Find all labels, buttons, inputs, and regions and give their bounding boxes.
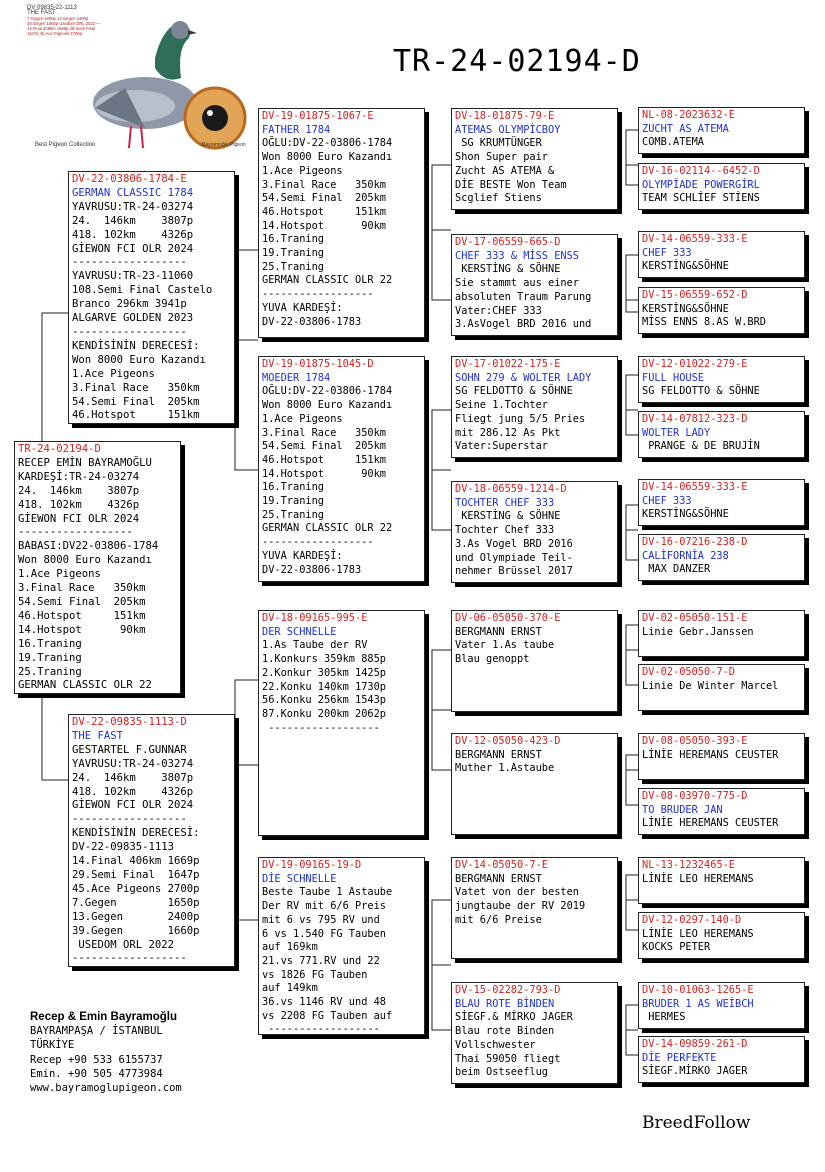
info-line: 19.Traning bbox=[262, 247, 324, 260]
info-line: jungtaube der RV 2019 bbox=[455, 900, 586, 913]
info-line: 3.Final Race 350km bbox=[262, 178, 386, 191]
info-line: 6 vs 1.540 FG Tauben bbox=[262, 927, 386, 940]
info-line: Sie stammt aus einer bbox=[455, 277, 579, 290]
ring-number: DV-18-06559-1214-D bbox=[455, 483, 567, 495]
info-line: Beste Taube 1 Astaube bbox=[262, 886, 393, 899]
ggp-dds-box bbox=[451, 857, 618, 959]
info-line: Thai 59050 fliegt bbox=[455, 1052, 561, 1065]
phone-recep: Recep +90 533 6155737 bbox=[30, 1053, 163, 1066]
info-line: DV-22-03806-1783 bbox=[262, 563, 362, 576]
info-line: DİE BESTE Won Team bbox=[455, 178, 567, 191]
ggp-ddd-box bbox=[451, 982, 618, 1084]
info-line: SG KRUMTÜNGER bbox=[455, 137, 542, 150]
gggp-box-2 bbox=[638, 163, 805, 210]
gggp-box-13 bbox=[638, 857, 805, 904]
info-line: OĞLU:DV-22-03806-1784 bbox=[262, 137, 393, 150]
info-line: Muther 1.Astaube bbox=[455, 762, 555, 775]
info-line: MİSS ENNS 8.AS W.BRD bbox=[642, 316, 766, 329]
ring-number: DV-16-02114--6452-D bbox=[642, 165, 760, 177]
ring-number: DV-08-03970-775-D bbox=[642, 790, 748, 802]
info-line: KENDİSİNİN DERECESİ: bbox=[72, 827, 200, 840]
pigeon-name: ATEMAS OLYMPİCBOY bbox=[455, 123, 561, 136]
info-line: 14.Hotspot 90km bbox=[262, 467, 386, 480]
info-line: mit 6/6 Preise bbox=[455, 913, 542, 926]
breeder-country: TÜRKİYE bbox=[30, 1039, 75, 1052]
ring-number: DV-14-06559-333-E bbox=[642, 233, 748, 245]
info-line: 25.Traning bbox=[18, 665, 82, 678]
ggp-ssd-box bbox=[451, 234, 618, 336]
ring-number: DV-12-0297-140-D bbox=[642, 914, 742, 926]
pigeon-name: BRUDER 1 AS WEİBCH bbox=[642, 997, 754, 1010]
pigeon-name: MOEDER 1784 bbox=[262, 371, 331, 384]
info-line: LİNİE HEREMANS CEUSTER bbox=[642, 748, 779, 761]
info-line: 46.Hotspot 151km bbox=[262, 205, 386, 218]
pigeon-name: FATHER 1784 bbox=[262, 123, 331, 136]
info-line: GİEWON FCI OLR 2024 bbox=[72, 242, 194, 255]
pigeon-name: CHEF 333 bbox=[642, 246, 692, 259]
info-line: BERGMANN ERNST bbox=[455, 625, 542, 638]
info-line: KERSTİNG & SÖHNE bbox=[455, 510, 561, 523]
pigeon-name: DER SCHNELLE bbox=[262, 625, 337, 638]
info-line: vs 2208 FG Tauben auf bbox=[262, 1009, 393, 1022]
info-line: ------------------ bbox=[262, 721, 380, 734]
info-line: 16.Traning bbox=[262, 481, 324, 494]
ggp-sss-box bbox=[451, 108, 618, 210]
pigeon-name: FULL HOUSE bbox=[642, 371, 704, 384]
ring-number: DV-14-09859-261-D bbox=[642, 1038, 748, 1050]
ring-number: DV-14-05050-7-E bbox=[455, 859, 548, 871]
info-line: OĞLU:DV-22-03806-1784 bbox=[262, 385, 393, 398]
info-line: mit 6 vs 795 RV und bbox=[262, 913, 380, 926]
info-line: SİEGF.MİRKO JAGER bbox=[642, 1065, 748, 1078]
info-line: 16.Traning bbox=[262, 233, 324, 246]
ggp-sds-box bbox=[451, 356, 618, 458]
ring-number: DV-22-03806-1784-E bbox=[72, 173, 187, 185]
ring-number: DV-06-05050-370-E bbox=[455, 612, 561, 624]
info-line: Vollschwester bbox=[455, 1038, 536, 1051]
sire-box bbox=[68, 171, 235, 424]
info-line: DV-22-03806-1783 bbox=[262, 315, 362, 328]
info-line: Der RV mit 6/6 Preis bbox=[262, 900, 386, 913]
info-line: PRANGE & DE BRUJİN bbox=[642, 440, 760, 453]
gggp-box-4 bbox=[638, 287, 805, 334]
info-line: SİEGF.& MİRKO JAGER bbox=[455, 1011, 573, 1024]
info-line: 7.Gegen 1650p bbox=[72, 896, 200, 909]
pigeon-name: OLYMPİADE POWERGİRL bbox=[642, 178, 760, 191]
website-link[interactable]: www.bayramoglupigeon.com bbox=[30, 1082, 182, 1095]
ring-number: DV-02-05050-7-D bbox=[642, 666, 735, 678]
ring-number: DV-02-05050-151-E bbox=[642, 612, 748, 624]
info-line: KERSTİNG&SÖHNE bbox=[642, 302, 729, 315]
right-logo: Bayramoğlu Pigeon bbox=[202, 142, 246, 148]
gggp-box-7 bbox=[638, 479, 805, 526]
pigeon-name: THE FAST bbox=[72, 729, 124, 742]
dam-dam-box bbox=[258, 857, 425, 1035]
info-line: ------------------ bbox=[262, 1023, 380, 1035]
info-line: COMB.ATEMA bbox=[642, 136, 704, 149]
info-line: 1.Ace Pigeons bbox=[72, 367, 155, 380]
gggp-box-9 bbox=[638, 610, 805, 657]
pigeon-name: TOCHTER CHEF 333 bbox=[455, 496, 555, 509]
pigeon-name: SOHN 279 & WOLTER LADY bbox=[455, 371, 592, 384]
ring-number: DV-19-01875-1067-E bbox=[262, 110, 374, 122]
phone-emin: Emin. +90 505 4773984 bbox=[30, 1067, 163, 1080]
pigeon-name: WOLTER LADY bbox=[642, 426, 711, 439]
info-line: 54.Semi Final 205km bbox=[262, 440, 386, 453]
ring-number: DV-22-09835-1113-D bbox=[72, 716, 187, 728]
info-line: Scglief Stiens bbox=[455, 192, 542, 205]
info-line: USEDOM ORL 2022 bbox=[72, 938, 175, 951]
gggp-box-12 bbox=[638, 788, 805, 835]
ring-number: DV-16-07216-238-D bbox=[642, 536, 748, 548]
info-line: 36.vs 1146 RV und 48 bbox=[262, 996, 386, 1009]
photo-caption-text: DV 09835-22-1113 THE FAST 7.Gegen 1650p 13.Gegen 2400p 39.Gegen 1660p Usedom ORL 2022 — 14.Final 406km 1669p 29.Semi Final 1647p 45.Ace Pigeons 2700p bbox=[27, 5, 101, 36]
info-line: HERMES bbox=[642, 1011, 686, 1024]
info-line: KOCKS PETER bbox=[642, 941, 711, 954]
info-line: Tochter Chef 333 bbox=[455, 524, 555, 537]
ggp-dss-box bbox=[451, 610, 618, 712]
info-line: 46.Hotspot 151km bbox=[262, 453, 386, 466]
dam-box bbox=[68, 714, 235, 967]
gggp-box-5 bbox=[638, 356, 805, 403]
pigeon-photo bbox=[85, 8, 265, 158]
pigeon-name: CHEF 333 bbox=[642, 494, 692, 507]
info-line: 56.Konku 256km 1543p bbox=[262, 694, 386, 707]
gggp-box-6 bbox=[638, 411, 805, 458]
ring-number: NL-13-1232465-E bbox=[642, 859, 735, 871]
info-line: ------------------ bbox=[262, 288, 374, 301]
info-line: GESTARTEL F.GUNNAR bbox=[72, 743, 187, 756]
info-line: vs 1826 FG Tauben bbox=[262, 968, 368, 981]
gggp-box-15 bbox=[638, 982, 805, 1029]
pigeon-name: TO BRUDER JAN bbox=[642, 803, 723, 816]
info-line: 2.Konkur 305km 1425p bbox=[262, 666, 386, 679]
info-line: 3.Final Race 350km bbox=[72, 381, 200, 394]
info-line: 1.Ace Pigeons bbox=[262, 164, 343, 177]
ring-number: DV-17-01022-175-E bbox=[455, 358, 561, 370]
info-line: ------------------ bbox=[72, 325, 187, 338]
info-line: auf 169km bbox=[262, 941, 318, 954]
info-line: ------------------ bbox=[72, 813, 187, 826]
info-line: LİNİE HEREMANS CEUSTER bbox=[642, 817, 779, 830]
pigeon-name: ZUCHT AS ATEMA bbox=[642, 122, 729, 135]
info-line: 21.vs 771.RV und 22 bbox=[262, 954, 380, 967]
info-line: 39.Gegen 1660p bbox=[72, 924, 200, 937]
info-line: Branco 296km 3941p bbox=[72, 298, 187, 311]
info-line: Linie Gebr.Janssen bbox=[642, 625, 754, 638]
info-line: Vatet von der besten bbox=[455, 886, 579, 899]
info-line: GERMAN CLASSIC OLR 22 bbox=[262, 274, 393, 287]
breedfollow-brand: BreedFollow bbox=[642, 1113, 751, 1133]
page-title: TR-24-02194-D bbox=[393, 44, 641, 79]
ring-number: DV-18-01875-79-E bbox=[455, 110, 555, 122]
info-line: 24. 146km 3807p bbox=[72, 771, 194, 784]
ring-number: DV-15-02282-793-D bbox=[455, 984, 561, 996]
ggp-sdd-box bbox=[451, 481, 618, 583]
info-line: Won 8000 Euro Kazandı bbox=[72, 353, 206, 366]
info-line: GİEWON FCI OLR 2024 bbox=[18, 512, 140, 525]
gggp-box-1 bbox=[638, 107, 805, 154]
info-line: Blau rote Binden bbox=[455, 1025, 555, 1038]
ring-number: DV-19-01875-1045-D bbox=[262, 358, 374, 370]
info-line: und Olympiade Teil- bbox=[455, 551, 573, 564]
gggp-box-16 bbox=[638, 1036, 805, 1083]
info-line: Zucht AS ATEMA & bbox=[455, 164, 555, 177]
left-logo: Best Pigeon Collection bbox=[35, 142, 96, 148]
info-line: ALGARVE GOLDEN 2023 bbox=[72, 312, 194, 325]
info-line: Fliegt jung 5/5 Pries bbox=[455, 412, 586, 425]
info-line: Vater:Superstar bbox=[455, 440, 548, 453]
info-line: BERGMANN ERNST bbox=[455, 748, 542, 761]
info-line: Blau genoppt bbox=[455, 653, 530, 666]
ring-number: DV-15-06559-652-D bbox=[642, 289, 748, 301]
info-line: 1.As Taube der RV bbox=[262, 639, 368, 652]
info-line: BABASI:DV22-03806-1784 bbox=[18, 540, 159, 553]
pigeon-name: BLAU ROTE BİNDEN bbox=[455, 997, 555, 1010]
gggp-box-8 bbox=[638, 534, 805, 581]
info-line: GİEWON FCI OLR 2024 bbox=[72, 799, 194, 812]
ring-number: DV-10-01063-1265-E bbox=[642, 984, 754, 996]
gggp-box-11 bbox=[638, 733, 805, 780]
info-line: 16.Traning bbox=[18, 637, 82, 650]
dam-sire-box bbox=[258, 610, 425, 836]
pigeon-name: GERMAN CLASSIC 1784 bbox=[72, 186, 194, 199]
info-line: ------------------ bbox=[262, 536, 374, 549]
subject-pigeon-box bbox=[14, 441, 181, 694]
info-line: LİNİE LEO HEREMANS bbox=[642, 927, 754, 940]
info-line: 3.AsVogel BRD 2016 und bbox=[455, 318, 592, 331]
info-line: YAVRUSU:TR-24-03274 bbox=[72, 757, 194, 770]
info-line: KERSTİNG&SÖHNE bbox=[642, 260, 729, 273]
info-line: KARDEŞİ:TR-24-03274 bbox=[18, 470, 140, 483]
info-line: YUVA KARDEŞİ: bbox=[262, 549, 343, 562]
breeder-contact bbox=[30, 1010, 182, 1095]
info-line: 45.Ace Pigeons 2700p bbox=[72, 882, 200, 895]
info-line: 54.Semi Final 205km bbox=[72, 395, 200, 408]
info-line: MAX DANZER bbox=[642, 563, 711, 576]
sire-dam-box bbox=[258, 356, 425, 582]
info-line: Won 8000 Euro Kazandı bbox=[262, 151, 393, 164]
info-line: Vater:CHEF 333 bbox=[455, 304, 542, 317]
info-line: absoluten Traum Parung bbox=[455, 290, 592, 303]
info-line: Shon Super pair bbox=[455, 151, 548, 164]
gggp-box-3 bbox=[638, 231, 805, 278]
ring-number: DV-08-05050-393-E bbox=[642, 735, 748, 747]
info-line: 14.Hotspot 90km bbox=[262, 219, 386, 232]
info-line: 418. 102km 4326p bbox=[72, 785, 194, 798]
info-line: BERGMANN ERNST bbox=[455, 872, 542, 885]
info-line: ------------------ bbox=[18, 526, 133, 539]
info-line: KERSTİNG & SÖHNE bbox=[455, 263, 561, 276]
info-line: KENDİSİNİN DERECESİ: bbox=[72, 339, 200, 352]
info-line: 25.Traning bbox=[262, 260, 324, 273]
info-line: 25.Traning bbox=[262, 508, 324, 521]
ring-number: DV-12-05050-423-D bbox=[455, 735, 561, 747]
info-line: 418. 102km 4326p bbox=[18, 498, 140, 511]
info-line: 24. 146km 3807p bbox=[18, 484, 140, 497]
info-line: SG FELDOTTO & SÖHNE bbox=[455, 385, 573, 398]
info-line: 418. 102km 4326p bbox=[72, 228, 194, 241]
info-line: ------------------ bbox=[72, 256, 187, 269]
info-line: 29.Semi Final 1647p bbox=[72, 868, 200, 881]
info-line: 19.Traning bbox=[262, 495, 324, 508]
info-line: 1.Konkurs 359km 885p bbox=[262, 653, 386, 666]
sire-sire-box bbox=[258, 108, 425, 338]
ring-number: DV-14-06559-333-E bbox=[642, 481, 748, 493]
info-line: 3.Final Race 350km bbox=[18, 582, 146, 595]
ring-number: TR-24-02194-D bbox=[18, 443, 101, 455]
breeder-address: BAYRAMPAŞA / İSTANBUL bbox=[30, 1025, 163, 1038]
info-line: Linie De Winter Marcel bbox=[642, 679, 779, 692]
info-line: 1.Ace Pigeons bbox=[262, 412, 343, 425]
info-line: 3.Final Race 350km bbox=[262, 426, 386, 439]
pigeon-name: DİE PERFEKTE bbox=[642, 1051, 717, 1064]
info-line: LİNİE LEO HEREMANS bbox=[642, 872, 754, 885]
ring-number: DV-17-06559-665-D bbox=[455, 236, 561, 248]
gggp-box-14 bbox=[638, 912, 805, 959]
info-line: 54.Semi Final 205km bbox=[18, 595, 146, 608]
info-line: 54.Semi Final 205km bbox=[262, 192, 386, 205]
info-line: 24. 146km 3807p bbox=[72, 214, 194, 227]
info-line: DV-22-09835-1113 bbox=[72, 841, 175, 854]
info-line: 87.Konku 200km 2062p bbox=[262, 707, 386, 720]
info-line: GERMAN CLASSIC OLR 22 bbox=[18, 679, 152, 692]
info-line: YUVA KARDEŞİ: bbox=[262, 301, 343, 314]
info-line: 22.Konku 140km 1730p bbox=[262, 680, 386, 693]
info-line: mit 286.12 As Pkt bbox=[455, 426, 561, 439]
info-line: 19.Traning bbox=[18, 651, 82, 664]
info-line: beim Ostseeflug bbox=[455, 1066, 548, 1079]
info-line: 14.Final 406km 1669p bbox=[72, 855, 200, 868]
ring-number: DV-12-01022-279-E bbox=[642, 358, 748, 370]
ring-number: DV-14-07812-323-D bbox=[642, 413, 748, 425]
info-line: KERSTİNG&SÖHNE bbox=[642, 508, 729, 521]
info-line: 108.Semi Final Castelo bbox=[72, 284, 213, 297]
info-line: Seine 1.Tochter bbox=[455, 399, 548, 412]
info-line: TEAM SCHLİEF STİENS bbox=[642, 192, 760, 205]
pigeon-name: CALİFORNİA 238 bbox=[642, 549, 729, 562]
gggp-box-10 bbox=[638, 664, 805, 711]
info-line: YAVRUSU:TR-24-03274 bbox=[72, 200, 194, 213]
info-line: 3.As Vogel BRD 2016 bbox=[455, 537, 573, 550]
ggp-dsd-box bbox=[451, 733, 618, 835]
info-line: Won 8000 Euro Kazandı bbox=[18, 554, 152, 567]
pigeon-name: DİE SCHNELLE bbox=[262, 872, 337, 885]
info-line: 14.Hotspot 90km bbox=[18, 623, 146, 636]
pigeon-name: CHEF 333 & MİSS ENSS bbox=[455, 249, 579, 262]
info-line: 1.Ace Pigeons bbox=[18, 568, 101, 581]
info-line: nehmer Brüssel 2017 bbox=[455, 565, 573, 578]
info-line: Won 8000 Euro Kazandı bbox=[262, 399, 393, 412]
info-line: SG FELDOTTO & SÖHNE bbox=[642, 385, 760, 398]
info-line: 46.Hotspot 151km bbox=[18, 609, 146, 622]
info-line: 13.Gegen 2400p bbox=[72, 910, 200, 923]
info-line: GERMAN CLASSIC OLR 22 bbox=[262, 522, 393, 535]
breeder-name: Recep & Emin Bayramoğlu bbox=[30, 1011, 177, 1023]
ring-number: DV-19-09165-19-D bbox=[262, 859, 362, 871]
info-line: RECEP EMİN BAYRAMOĞLU bbox=[18, 456, 152, 469]
ring-number: NL-08-2023632-E bbox=[642, 109, 735, 121]
info-line: auf 149km bbox=[262, 982, 318, 995]
ring-number: DV-18-09165-995-E bbox=[262, 612, 368, 624]
info-line: Vater 1.As taube bbox=[455, 639, 555, 652]
info-line: ------------------ bbox=[72, 952, 187, 965]
info-line: YAVRUSU:TR-23-11060 bbox=[72, 270, 194, 283]
info-line: 46.Hotspot 151km bbox=[72, 409, 200, 422]
